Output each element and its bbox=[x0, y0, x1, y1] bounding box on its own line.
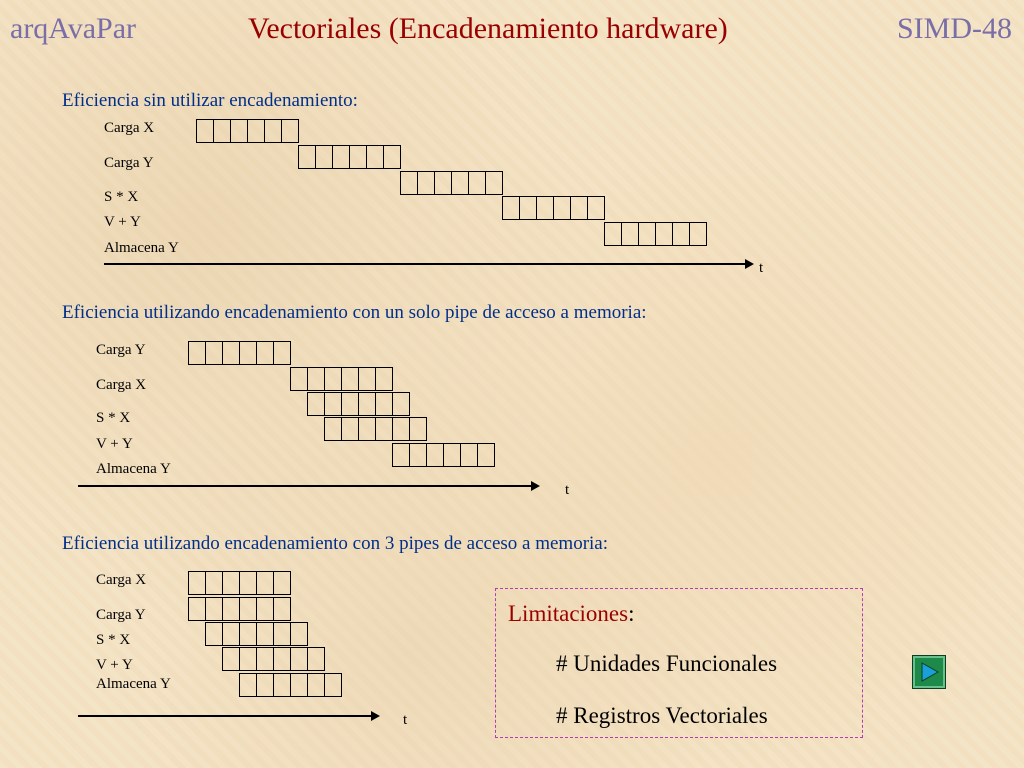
s2-axis-label: t bbox=[565, 482, 570, 498]
s2-time-axis bbox=[78, 485, 538, 487]
s1-label-1: Carga X bbox=[104, 120, 155, 136]
s2-label-4: V + Y bbox=[96, 436, 133, 452]
s2-pipeline-row bbox=[392, 443, 494, 467]
s2-label-5: Almacena Y bbox=[96, 461, 171, 477]
s1-label-3: S * X bbox=[104, 189, 139, 205]
slide-title: Vectoriales (Encadenamiento hardware) bbox=[248, 12, 728, 45]
s1-pipeline-row bbox=[604, 222, 706, 246]
s1-pipeline-row bbox=[298, 145, 400, 169]
s1-label-5: Almacena Y bbox=[104, 240, 179, 256]
s3-pipeline-row bbox=[188, 571, 290, 595]
limitations-title-text: Limitaciones bbox=[508, 601, 629, 626]
s3-label-5: Almacena Y bbox=[96, 676, 171, 692]
next-slide-button[interactable] bbox=[912, 655, 946, 689]
s1-label-4: V + Y bbox=[104, 214, 141, 230]
s2-label-1: Carga Y bbox=[96, 342, 146, 358]
s3-pipeline-row bbox=[188, 597, 290, 621]
s3-label-1: Carga X bbox=[96, 572, 147, 588]
s1-axis-label: t bbox=[759, 260, 764, 276]
section-2-heading: Eficiencia utilizando encadenamiento con un solo pipe de acceso a memoria: bbox=[62, 302, 647, 323]
limitations-colon: : bbox=[628, 601, 635, 626]
s1-label-2: Carga Y bbox=[104, 155, 154, 171]
limitation-item: # Unidades Funcionales bbox=[556, 651, 778, 676]
s3-pipeline-row bbox=[222, 647, 324, 671]
s1-pipeline-row bbox=[400, 171, 502, 195]
section-1-heading: Eficiencia sin utilizar encadenamiento: bbox=[62, 90, 358, 111]
s2-pipeline-row bbox=[324, 417, 426, 441]
slide-number: SIMD-48 bbox=[896, 12, 1012, 45]
s1-pipeline-row bbox=[502, 196, 604, 220]
s2-label-3: S * X bbox=[96, 410, 131, 426]
s2-pipeline-row bbox=[290, 367, 392, 391]
s3-pipeline-row bbox=[239, 673, 341, 697]
course-code: arqAvaPar bbox=[10, 12, 137, 45]
s3-time-axis bbox=[78, 715, 378, 717]
s3-label-4: V + Y bbox=[96, 657, 133, 673]
s3-label-3: S * X bbox=[96, 632, 131, 648]
limitations-title bbox=[508, 601, 634, 627]
s2-pipeline-row bbox=[307, 392, 409, 416]
s2-label-2: Carga X bbox=[96, 377, 147, 393]
slide-title-bar bbox=[0, 12, 1024, 56]
limitations-box bbox=[495, 588, 863, 738]
s1-pipeline-row bbox=[196, 119, 298, 143]
s2-pipeline-row bbox=[188, 341, 290, 365]
s3-axis-label: t bbox=[403, 712, 408, 728]
s1-time-axis bbox=[104, 263, 752, 265]
section-3-heading: Eficiencia utilizando encadenamiento con 3 pipes de acceso a memoria: bbox=[62, 533, 609, 554]
limitation-item: # Registros Vectoriales bbox=[556, 703, 768, 728]
s3-pipeline-row bbox=[205, 622, 307, 646]
next-arrow-icon bbox=[920, 662, 940, 682]
s3-label-2: Carga Y bbox=[96, 607, 146, 623]
